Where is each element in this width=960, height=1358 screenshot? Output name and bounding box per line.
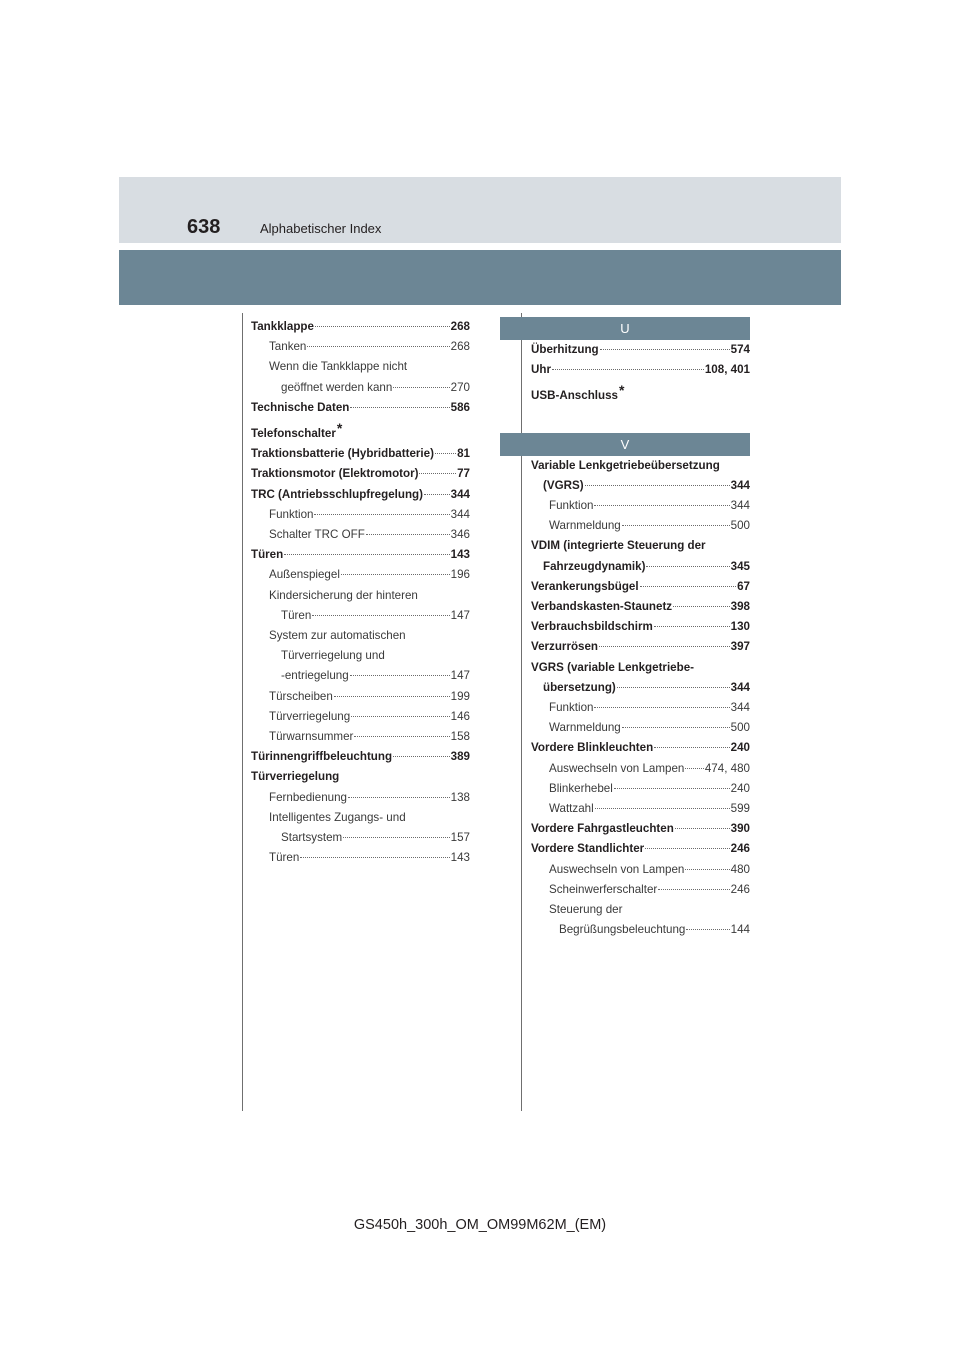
leader-dots [654, 736, 729, 749]
index-entry [531, 738, 750, 758]
page-title: Alphabetischer Index [260, 221, 382, 236]
leader-dots [350, 395, 449, 408]
entry-page: 346 [450, 528, 470, 542]
entry-text: Wenn die Tankklappe nicht [269, 360, 408, 374]
entry-page: 77 [457, 467, 470, 481]
entry-text: Tanken [269, 340, 307, 354]
leader-dots [600, 337, 730, 350]
entry-text: Kindersicherung der hinteren [269, 588, 418, 602]
entry-page: 389 [450, 750, 470, 764]
entry-text: Türverriegelung [251, 770, 340, 784]
entry-text: Verbrauchsbildschirm [531, 620, 653, 634]
entry-text: übersetzung) [543, 680, 616, 694]
entry-page: 158 [450, 730, 470, 744]
section-v-entries [531, 456, 750, 941]
entry-text: Wattzahl [549, 802, 594, 816]
leader-dots [315, 314, 450, 327]
entry-text: Tankklappe [251, 320, 314, 333]
entry-page: 599 [730, 802, 750, 816]
entry-text: -entriegelung [281, 669, 349, 683]
entry-text: System zur automatischen [269, 629, 406, 643]
leader-dots [685, 756, 704, 769]
entry-text: Türen [269, 851, 300, 865]
leader-dots [393, 745, 450, 758]
entry-text: Scheinwerferschalter [549, 882, 658, 896]
entry-text: Verzurrösen [531, 640, 599, 654]
leader-dots [622, 716, 730, 729]
entry-page: 344 [730, 478, 750, 492]
entry-page: 143 [450, 851, 470, 865]
entry-text: Vordere Blinkleuchten [531, 741, 654, 755]
header-top-band [119, 177, 841, 243]
entry-text: Vordere Standlichter [531, 842, 645, 856]
leader-dots [343, 825, 449, 838]
entry-text: (VGRS) [543, 478, 584, 492]
entry-text: Funktion [269, 507, 314, 521]
entry-text: Begrüßungsbeleuchtung [559, 923, 686, 937]
leader-dots [350, 664, 450, 677]
entry-text: Türverriegelung und [281, 649, 385, 663]
entry-page: 344 [450, 487, 470, 501]
leader-dots [686, 918, 729, 931]
entry-page: 147 [450, 669, 470, 683]
entry-text: Traktionsbatterie (Hybridbatterie) [251, 447, 434, 461]
entry-text: Telefonschalter [251, 427, 336, 441]
entry-page: 500 [730, 519, 750, 533]
entry-text: TRC (Antriebsschlupfregelung) [251, 487, 423, 501]
header-color-band [119, 250, 841, 305]
entry-page: 397 [730, 640, 750, 654]
section-header-u: U [500, 317, 750, 340]
entry-text: Türinnengriffbeleuchtung [251, 750, 393, 764]
index-entry [251, 418, 470, 444]
entry-page: 240 [730, 741, 750, 755]
entry-text: Türscheiben [269, 689, 333, 703]
entry-text: Intelligentes Zugangs- und [269, 810, 406, 824]
leader-dots [645, 837, 729, 850]
entry-text: Funktion [549, 499, 594, 513]
index-entry [531, 920, 750, 940]
leader-dots [595, 796, 730, 809]
leader-dots [351, 704, 449, 717]
leader-dots [312, 603, 449, 616]
entry-page: 480 [730, 862, 750, 876]
leader-dots [307, 335, 449, 348]
entry-text: Uhr [531, 363, 551, 377]
entry-page: 67 [737, 579, 750, 593]
entry-text: Funktion [549, 701, 594, 715]
leader-dots [599, 635, 730, 648]
entry-page: 586 [450, 400, 470, 414]
entry-page: 240 [730, 781, 750, 795]
entry-page: 344 [730, 499, 750, 513]
index-entry [251, 848, 470, 868]
entry-text: Verankerungsbügel [531, 579, 639, 593]
entry-text: Blinkerhebel [549, 781, 613, 795]
entry-page: 344 [730, 701, 750, 715]
entry-page: 474, 480 [704, 761, 750, 775]
leader-dots [614, 776, 730, 789]
entry-page: 268 [450, 340, 470, 354]
entry-page: 574 [730, 343, 750, 356]
entry-text: Überhitzung [531, 343, 599, 356]
entry-text: Startsystem [281, 831, 343, 845]
leader-dots [685, 857, 729, 870]
entry-text: Variable Lenkgetriebeübersetzung [531, 458, 720, 472]
leader-dots [419, 462, 456, 475]
entry-text: Türen [281, 608, 312, 622]
leader-dots [341, 563, 450, 576]
entry-text: Vordere Fahrgastleuchten [531, 822, 674, 836]
entry-page: 157 [450, 831, 470, 845]
entry-page: 246 [730, 842, 750, 856]
entry-page: 345 [730, 559, 750, 573]
entry-text: Fahrzeugdynamik) [543, 559, 646, 573]
left-column-rule [242, 313, 243, 1111]
index-entry [251, 788, 470, 808]
index-entry [531, 516, 750, 536]
entry-page: 344 [450, 507, 470, 521]
entry-page: 246 [730, 882, 750, 896]
entry-text: Warnmeldung [549, 721, 621, 735]
entry-page: 500 [730, 721, 750, 735]
index-entry [251, 337, 470, 357]
entry-text: Außenspiegel [269, 568, 340, 582]
leader-dots [435, 442, 456, 455]
entry-page: 138 [450, 790, 470, 804]
index-entry [531, 360, 750, 380]
entry-text: VGRS (variable Lenkgetriebe- [531, 660, 695, 674]
leader-dots [594, 493, 729, 506]
entry-page: 390 [730, 822, 750, 836]
index-entry [251, 626, 470, 646]
entry-page: 108, 401 [704, 363, 750, 377]
leader-dots [424, 482, 450, 495]
entry-text: Verbandskasten-Staunetz [531, 600, 673, 614]
entry-text: Auswechseln von Lampen [549, 761, 685, 775]
entry-page: 199 [450, 689, 470, 703]
entry-text: Türverriegelung [269, 709, 351, 723]
leader-dots [284, 543, 449, 556]
leader-dots [300, 846, 449, 859]
entry-page: 344 [730, 680, 750, 694]
index-entry [531, 637, 750, 657]
document-footer: GS450h_300h_OM_OM99M62M_(EM) [353, 1217, 607, 1233]
leader-dots [646, 554, 729, 567]
section-u-entries [531, 340, 750, 407]
entry-page: 146 [450, 709, 470, 723]
entry-text: USB-Anschluss [531, 389, 618, 403]
entry-text: Türen [251, 548, 284, 562]
page-number: 638 [187, 216, 221, 238]
leader-dots [585, 473, 730, 486]
index-entry [251, 747, 470, 767]
index-column-left [251, 317, 470, 868]
leader-dots [348, 785, 450, 798]
entry-text: Auswechseln von Lampen [549, 862, 685, 876]
entry-text: Schalter TRC OFF [269, 528, 365, 542]
entry-text: Warnmeldung [549, 519, 621, 533]
leader-dots [658, 877, 729, 890]
leader-dots [552, 358, 704, 371]
index-column-right [531, 317, 750, 940]
entry-page: 81 [457, 447, 470, 461]
entry-text: geöffnet werden kann [281, 380, 393, 394]
index-entry [531, 380, 750, 406]
entry-page: 196 [450, 568, 470, 582]
entry-page: 398 [730, 600, 750, 614]
leader-dots [617, 675, 730, 688]
entry-text: VDIM (integrierte Steuerung der [531, 539, 706, 553]
entry-text: Traktionsmotor (Elektromotor) [251, 467, 419, 481]
leader-dots [622, 514, 730, 527]
footnote-star: * [336, 420, 343, 437]
index-entry [251, 398, 470, 418]
entry-page: 143 [450, 548, 470, 562]
entry-text: Fernbedienung [269, 790, 347, 804]
entry-page: 130 [730, 620, 750, 634]
entry-text: Steuerung der [549, 903, 623, 917]
leader-dots [393, 375, 449, 388]
leader-dots [654, 615, 730, 628]
index-entry [251, 606, 470, 626]
leader-dots [366, 522, 450, 535]
leader-dots [314, 502, 449, 515]
leader-dots [675, 817, 730, 830]
entry-text: Türwarnsummer [269, 730, 354, 744]
footnote-star: * [618, 382, 625, 399]
leader-dots [594, 695, 729, 708]
entry-page: 270 [450, 380, 470, 394]
leader-dots [334, 684, 450, 697]
index-entry [251, 565, 470, 585]
index-entry [531, 880, 750, 900]
entry-page: 147 [450, 608, 470, 622]
section-header-v: V [500, 433, 750, 456]
entry-page: 268 [450, 320, 470, 333]
entry-text: Technische Daten [251, 400, 350, 414]
leader-dots [640, 574, 736, 587]
leader-dots [673, 594, 730, 607]
leader-dots [354, 724, 449, 737]
entry-page: 144 [730, 923, 750, 937]
